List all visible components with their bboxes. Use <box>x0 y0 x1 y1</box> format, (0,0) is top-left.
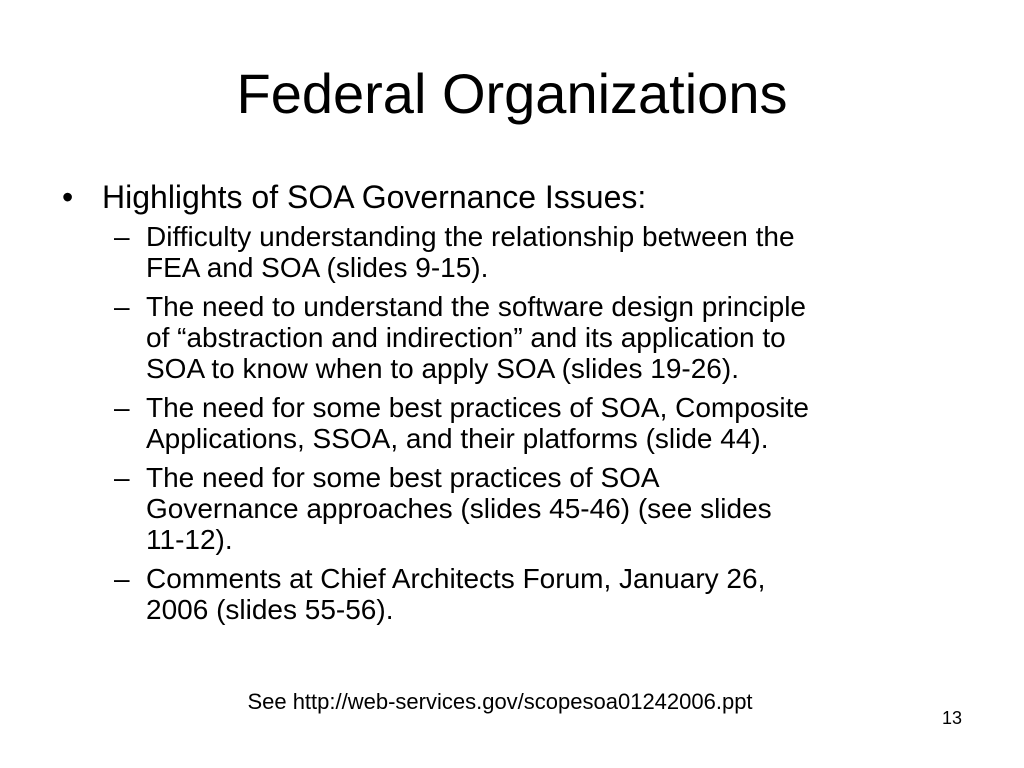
dash-marker: – <box>114 462 130 493</box>
dash-marker: – <box>114 563 130 594</box>
sub-bullet-list <box>102 221 970 625</box>
sub-bullet-text: Comments at Chief Architects Forum, January 26, 2006 (slides 55-56). <box>146 563 766 625</box>
sub-bullet-item <box>102 563 970 625</box>
sub-bullet-text: The need to understand the software design principle of “abstraction and indirection” and its application to SOA to know when to apply SOA (slides 19-26). <box>146 291 806 384</box>
bullet-list <box>60 178 970 633</box>
dash-marker: – <box>114 392 130 423</box>
bullet-text: Highlights of SOA Governance Issues: <box>102 179 647 215</box>
bullet-marker: • <box>62 179 74 215</box>
sub-bullet-item <box>102 291 970 384</box>
sub-bullet-text: Difficulty understanding the relationship between the FEA and SOA (slides 9-15). <box>146 221 795 283</box>
sub-bullet-item <box>102 392 970 454</box>
dash-marker: – <box>114 291 130 322</box>
slide-title: Federal Organizations <box>236 62 788 125</box>
page-number: 13 <box>941 708 962 728</box>
bullet-item <box>60 178 970 625</box>
source-reference: See http://web-services.gov/scopesoa01242006.ppt <box>247 689 753 714</box>
sub-bullet-text: The need for some best practices of SOA Governance approaches (slides 45-46) (see slides 11-12). <box>146 462 772 555</box>
sub-bullet-item <box>102 221 970 283</box>
dash-marker: – <box>114 221 130 252</box>
sub-bullet-item <box>102 462 970 555</box>
sub-bullet-text: The need for some best practices of SOA, Composite Applications, SSOA, and their platforms (slide 44). <box>146 392 809 454</box>
